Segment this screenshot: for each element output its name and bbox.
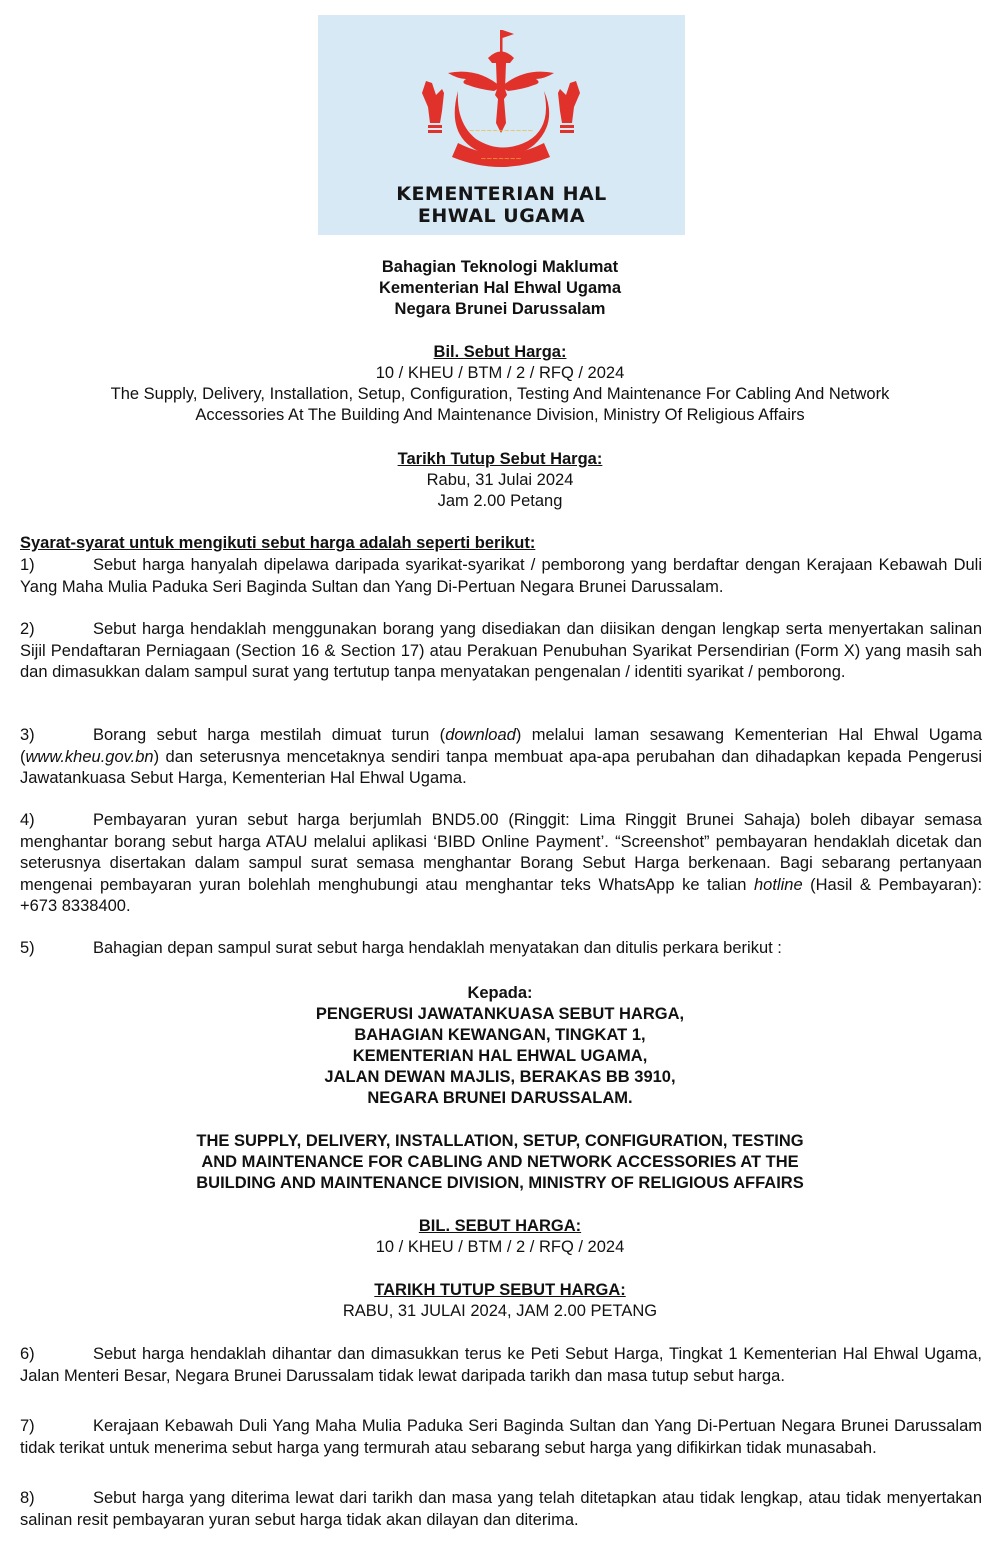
envelope-address-line: JALAN DEWAN MAJLIS, BERAKAS BB 3910, bbox=[324, 1068, 676, 1086]
term-text: Kerajaan Kebawah Duli Yang Maha Mulia Paduka Seri Baginda Sultan dan Yang Di-Pertuan Negara Brunei Darussalam tidak terikat untuk menerima sebut harga yang termurah atau sebarang sebut harga yang difikirkan tidak munasabah. bbox=[20, 1417, 982, 1457]
term-number: 6) bbox=[20, 1345, 35, 1363]
term-number: 8) bbox=[20, 1489, 35, 1507]
term-number: 7) bbox=[20, 1417, 35, 1435]
term-item-5 bbox=[20, 938, 982, 960]
term-item-6 bbox=[20, 1344, 982, 1387]
website-link[interactable]: www.kheu.gov.bn bbox=[25, 747, 154, 766]
term-italic-hotline: hotline bbox=[754, 875, 803, 894]
term-text: Sebut harga hendaklah menggunakan borang yang disediakan dan diisikan dengan lengkap serta menyertakan salinan Sijil Pendaftaran Perniagaan (Section 16 & Section 17) atau Perakuan Penubuhan Syarikat Persendirian (Form X) yang masih sah dan dimasukkan dalam sampul surat yang tertutup tanpa menyatakan pengenalan / identiti syarikat / pemborong. bbox=[20, 620, 982, 681]
svg-text:~~~~~~~: ~~~~~~~ bbox=[480, 155, 522, 163]
rfq-title-line2: Accessories At The Building And Maintenance Division, Ministry Of Religious Affairs bbox=[195, 406, 805, 424]
term-item-4 bbox=[20, 810, 982, 918]
envelope-to-label: Kepada: bbox=[467, 984, 533, 1002]
term-item-7 bbox=[20, 1416, 982, 1459]
envelope-rfq-label: BIL. SEBUT HARGA: bbox=[418, 1217, 582, 1235]
envelope-title-line: BUILDING AND MAINTENANCE DIVISION, MINISTRY OF RELIGIOUS AFFAIRS bbox=[196, 1174, 804, 1192]
term-italic-download: download bbox=[445, 726, 516, 744]
envelope-closing-value: RABU, 31 JULAI 2024, JAM 2.00 PETANG bbox=[342, 1302, 658, 1320]
envelope-address-line: BAHAGIAN KEWANGAN, TINGKAT 1, bbox=[354, 1026, 646, 1044]
term-number: 4) bbox=[20, 811, 35, 829]
logo-text-line1: KEMENTERIAN HAL bbox=[396, 183, 607, 205]
term-text: Sebut harga yang diterima lewat dari tarikh dan masa yang telah ditetapkan atau tidak lengkap, atau tidak menyertakan salinan resit pembayaran yuran sebut harga tidak akan dilayan dan diterima. bbox=[20, 1489, 982, 1529]
closing-time: Jam 2.00 Petang bbox=[437, 492, 563, 510]
rfq-label: Bil. Sebut Harga: bbox=[433, 343, 567, 361]
header-ministry: Kementerian Hal Ehwal Ugama bbox=[378, 279, 622, 297]
term-text: Sebut harga hendaklah dihantar dan dimasukkan terus ke Peti Sebut Harga, Tingkat 1 Kementerian Hal Ehwal Ugama, Jalan Menteri Besar, Negara Brunei Darussalam tidak lewat daripada tarikh dan masa tutup sebut harga. bbox=[20, 1345, 982, 1385]
envelope-address-line: KEMENTERIAN HAL EHWAL UGAMA, bbox=[352, 1047, 648, 1065]
ministry-logo bbox=[318, 15, 685, 235]
header-country: Negara Brunei Darussalam bbox=[394, 300, 606, 318]
svg-text:~~~~~~~~~~~: ~~~~~~~~~~~ bbox=[468, 127, 534, 135]
envelope-closing-label: TARIKH TUTUP SEBUT HARGA: bbox=[374, 1281, 626, 1299]
term-item-8 bbox=[20, 1488, 982, 1531]
term-text: Bahagian depan sampul surat sebut harga hendaklah menyatakan dan ditulis perkara berikut : bbox=[93, 939, 782, 957]
envelope-address-line: PENGERUSI JAWATANKUASA SEBUT HARGA, bbox=[315, 1005, 685, 1023]
term-number: 2) bbox=[20, 620, 35, 638]
term-text: (Hasil & Pembayaran): +673 8338400. bbox=[20, 875, 982, 915]
closing-date: Rabu, 31 Julai 2024 bbox=[426, 471, 574, 489]
envelope-title-line: THE SUPPLY, DELIVERY, INSTALLATION, SETUP, CONFIGURATION, TESTING bbox=[196, 1132, 804, 1150]
term-item-1 bbox=[20, 555, 982, 598]
closing-label: Tarikh Tutup Sebut Harga: bbox=[397, 450, 603, 468]
brunei-crest-icon bbox=[318, 15, 685, 180]
term-text: ) melalui laman sesawang Kementerian Hal Ehwal Ugama ( bbox=[20, 726, 983, 766]
term-text: Pembayaran yuran sebut harga berjumlah BND5.00 (Ringgit: Lima Ringgit Brunei Sahaja) boleh dibayar semasa menghantar borang sebut harga ATAU melalui aplikasi ‘BIBD Online Payment’. “Screenshot” pembayaran hendaklah dicetak dan seterusnya disertakan dalam sampul surat semasa menghantar Borang Sebut Harga berkenaan. Bagi sebarang pertanyaan mengenai pembayaran yuran bolehlah menghubungi atau menghantar teks WhatsApp ke talian bbox=[20, 811, 982, 894]
logo-text-line2: EHWAL UGAMA bbox=[417, 205, 586, 227]
term-item-3 bbox=[20, 725, 982, 790]
term-text: Sebut harga hanyalah dipelawa daripada syarikat-syarikat / pemborong yang berdaftar dengan Kerajaan Kebawah Duli Yang Maha Mulia Paduka Seri Baginda Sultan dan Yang Di-Pertuan Negara Brunei Darussalam. bbox=[20, 556, 982, 596]
rfq-number: 10 / KHEU / BTM / 2 / RFQ / 2024 bbox=[375, 364, 625, 382]
header-division: Bahagian Teknologi Maklumat bbox=[381, 258, 619, 276]
term-number: 5) bbox=[20, 939, 35, 957]
term-text: Borang sebut harga mestilah dimuat turun ( bbox=[93, 726, 446, 744]
term-text: ) dan seterusnya mencetaknya sendiri tanpa membuat apa-apa perubahan dan dihadapkan kepada Pengerusi Jawatankuasa Sebut Harga, Kementerian Hal Ehwal Ugama. bbox=[20, 747, 982, 787]
term-number: 3) bbox=[20, 726, 35, 744]
envelope-rfq-number: 10 / KHEU / BTM / 2 / RFQ / 2024 bbox=[375, 1238, 625, 1256]
envelope-address-line: NEGARA BRUNEI DARUSSALAM. bbox=[367, 1089, 633, 1107]
term-item-2 bbox=[20, 619, 982, 684]
envelope-title-line: AND MAINTENANCE FOR CABLING AND NETWORK ACCESSORIES AT THE bbox=[201, 1153, 799, 1171]
rfq-title-line1: The Supply, Delivery, Installation, Setup, Configuration, Testing And Maintenance For Cabling And Network bbox=[110, 385, 890, 403]
term-number: 1) bbox=[20, 556, 35, 574]
terms-heading: Syarat-syarat untuk mengikuti sebut harga adalah seperti berikut: bbox=[20, 534, 536, 552]
